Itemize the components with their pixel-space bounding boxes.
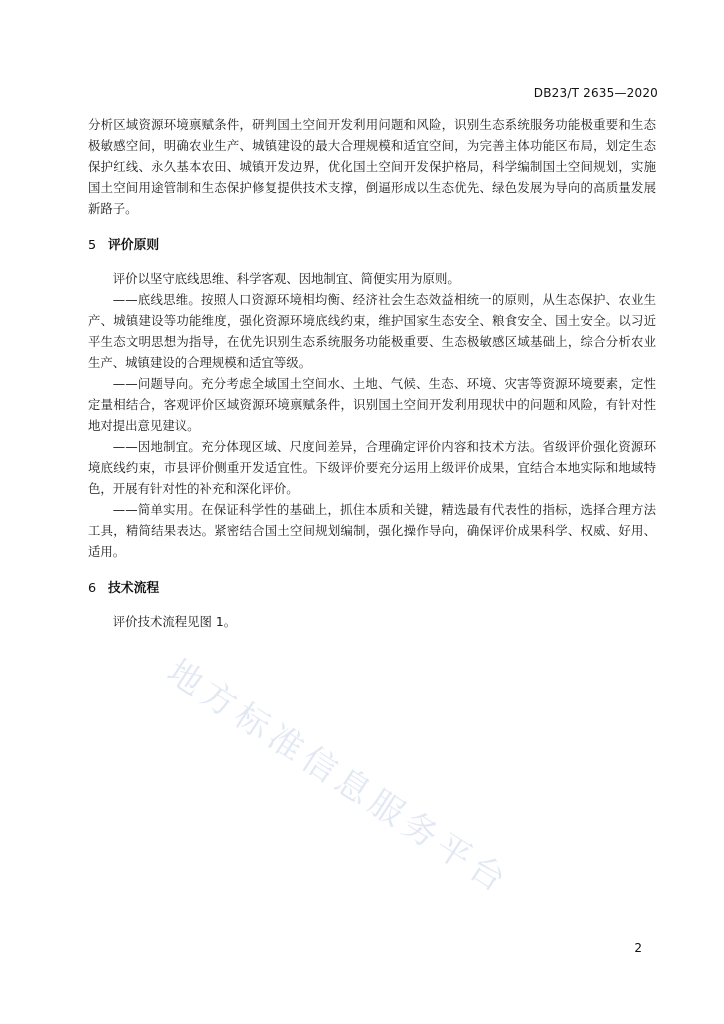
intro-paragraph: 分析区域资源环境禀赋条件，研判国土空间开发利用问题和风险，识别生态系统服务功能极重要和生态极敏感空间，明确农业生产、城镇建设的最大合理规模和适宜空间，为完善主体功能区布局，划定生态保护红线、永久基本农田、城镇开发边界，优化国土空间开发保护格局，科学编制国土空间规划，实施国土空间用途管制和生态保护修复提供技术支撑，倒逼形成以生态优先、绿色发展为导向的高质量发展新路子。 xyxy=(88,117,656,216)
section-6-title: 技术流程 xyxy=(108,581,160,596)
principle-problem-oriented: ——问题导向。充分考虑全域国土空间水、土地、气候、生态、环境、灾害等资源环境要素，定性定量相结合，客观评价区域资源环境禀赋条件，识别国土空间开发利用现状中的问题和风险，有针对性地对提出意见建议。 xyxy=(88,376,656,433)
principle-local-conditions: ——因地制宜。充分体现区域、尺度间差异，合理确定评价内容和技术方法。省级评价强化资源环境底线约束，市县评价侧重开发适宜性。下级评价要充分运用上级评价成果，宜结合本地实际和地域特色，开展有针对性的补充和深化评价。 xyxy=(88,439,656,496)
document-code: DB23/T 2635—2020 xyxy=(533,86,658,100)
section-6-paragraph: 评价技术流程见图 1。 xyxy=(112,614,237,629)
principle-simple-practical: ——简单实用。在保证科学性的基础上，抓住本质和关键，精选最有代表性的指标，选择合理方法工具，精简结果表达。紧密结合国土空间规划编制，强化操作导向，确保评价成果科学、权威、好用、适用。 xyxy=(88,502,656,559)
section-5-number: 5 xyxy=(88,238,97,253)
page-number: 2 xyxy=(634,941,642,955)
section-6-heading xyxy=(88,578,656,599)
section-5-title: 评价原则 xyxy=(108,238,160,253)
section-6-number: 6 xyxy=(88,581,97,596)
section-5-paragraph: 评价以坚守底线思维、科学客观、因地制宜、简便实用为原则。 xyxy=(112,271,460,286)
principle-bottom-line: ——底线思维。按照人口资源环境相均衡、经济社会生态效益相统一的原则，从生态保护、农业生产、城镇建设等功能维度，强化资源环境底线约束，维护国家生态安全、粮食安全、国土安全。以习近平生态文明思想为指导，在优先识别生态系统服务功能极重要、生态极敏感区域基础上，综合分析农业生产、城镇建设的合理规模和适宜等级。 xyxy=(88,292,656,370)
section-5-heading xyxy=(88,235,656,256)
page-content xyxy=(88,114,656,632)
watermark: 地方标准信息服务平台 xyxy=(159,651,518,904)
